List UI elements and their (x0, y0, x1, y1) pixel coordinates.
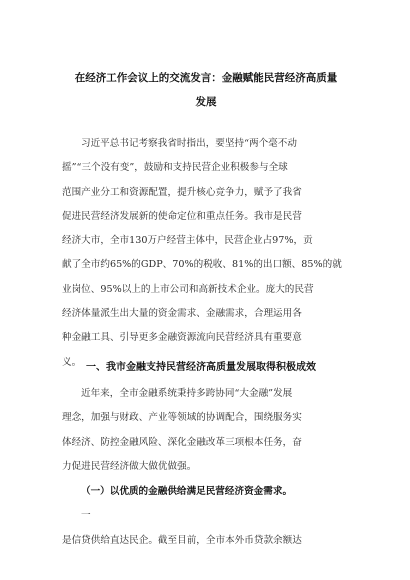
paragraph-line: 业岗位、95%以上的上市公司和高新技术企业。庞大的民营 (62, 283, 314, 295)
paragraph-line: 力促进民营经济做大做优做强。 (62, 460, 197, 472)
paragraph-line: 义。 (62, 356, 82, 368)
paragraph-text: 一 (81, 510, 91, 522)
paragraph-line: 经济大市，全市130万户经营主体中，民营企业占97%，贡 (62, 235, 313, 247)
subsection-heading: （一）以优质的金融供给满足民营经济资金需求。 (81, 486, 293, 497)
intro-paragraph (62, 132, 352, 375)
paragraph-line: 促进民营经济发展新的使命定位和重点任务。我市是民营 (62, 210, 302, 222)
title-line-1: 在经济工作会议上的交流发言：金融赋能民营经济高质量 (74, 72, 338, 84)
paragraph-line: 近年来，全市金融系统秉持多跨协同“大金融”发展 (81, 388, 293, 399)
section-heading: 一、我市金融支持民营经济高质量发展取得积极成效 (86, 362, 316, 373)
subsection-paragraph (62, 480, 352, 553)
paragraph-line: 体经济、防控金融风险、深化金融改革三项根本任务，奋 (62, 436, 302, 448)
paragraph-line: 种金融工具、引导更多金融资源流向民营经济具有重要意 (62, 332, 302, 344)
paragraph-line: 摇”“三个没有变”，鼓励和支持民营企业积极参与全球 (62, 162, 288, 174)
section-paragraph (62, 382, 352, 479)
paragraph-line: 理念，加强与财政、产业等领域的协调配合，围绕服务实 (62, 412, 302, 424)
paragraph-line: 献了全市约65%的GDP、70%的税收、81%的出口额、85%的就 (62, 259, 342, 271)
paragraph-line (62, 480, 352, 529)
paragraph-line: 经济体量派生出大量的资金需求、金融需求，合理运用各 (62, 308, 302, 320)
paragraph-line: 是信贷供给直达民企。截至目前，全市本外币贷款余额达 (62, 534, 302, 546)
title-line-2: 发展 (195, 96, 217, 108)
paragraph-line: 范围产业分工和资源配置，提升核心竞争力，赋予了我省 (62, 186, 302, 198)
document-title (56, 66, 356, 114)
paragraph-line: 习近平总书记考察我省时指出，要坚持“两个毫不动 (81, 138, 297, 149)
